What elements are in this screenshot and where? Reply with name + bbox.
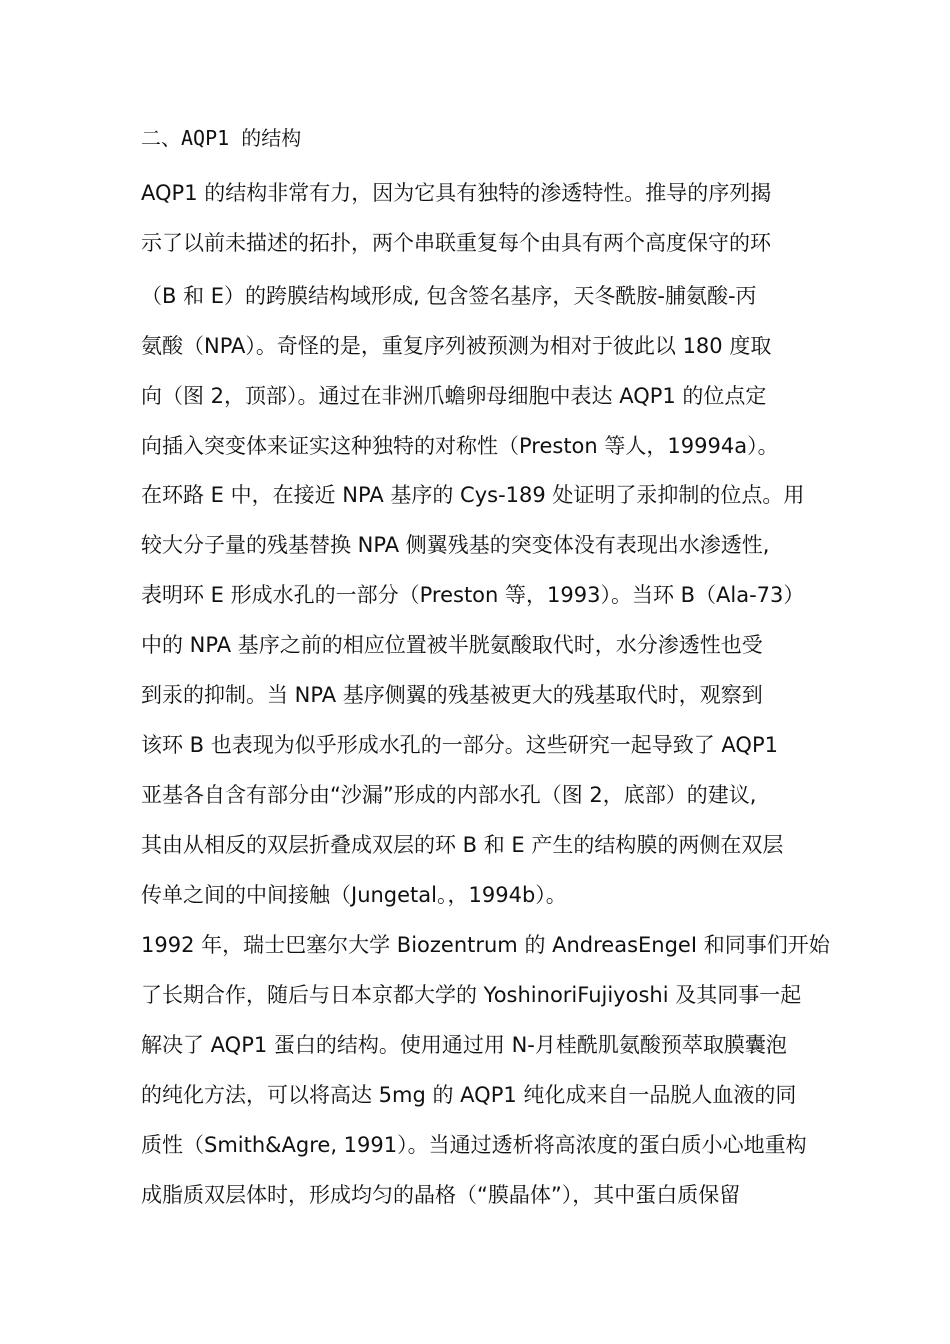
text-line: 亚基各自含有部分由“沙漏”形成的内部水孔（图 2，底部）的建议, <box>141 783 757 807</box>
text-line: 较大分子量的残基替换 NPA 侧翼残基的突变体没有表现出水渗透性, <box>141 533 770 557</box>
text-line: 质性（Smith&Agre, 1991）。当通过透析将高浓度的蛋白质小心地重构 <box>141 1133 807 1157</box>
text-line: 的纯化方法，可以将高达 5mg 的 AQP1 纯化成来自一品脱人血液的同 <box>141 1083 797 1107</box>
text-line: 解决了 AQP1 蛋白的结构。使用通过用 N-月桂酰肌氨酸预萃取膜囊泡 <box>141 1033 787 1057</box>
text-line: 了长期合作，随后与日本京都大学的 YoshinoriFujiyoshi 及其同事一起 <box>141 983 802 1007</box>
text-line: 在环路 E 中，在接近 NPA 基序的 Cys-189 处证明了汞抑制的位点。用 <box>141 483 805 507</box>
text-line: （B 和 E）的跨膜结构域形成, 包含签名基序，天冬酰胺-脯氨酸-丙 <box>141 284 757 308</box>
text-line: 示了以前未描述的拓扑，两个串联重复每个由具有两个高度保守的环 <box>141 231 771 255</box>
text-line: 成脂质双层体时，形成均匀的晶格（“膜晶体”），其中蛋白质保留 <box>141 1183 741 1207</box>
text-line: 到汞的抑制。当 NPA 基序侧翼的残基被更大的残基取代时，观察到 <box>141 683 763 707</box>
text-line: 向插入突变体来证实这种独特的对称性（Preston 等人，19994a）。 <box>141 434 779 458</box>
text-line: 氨酸（NPA）。奇怪的是，重复序列被预测为相对于彼此以 180 度取 <box>141 334 772 358</box>
text-line: 表明环 E 形成水孔的一部分（Preston 等，1993）。当环 B（Ala-73） <box>141 583 805 607</box>
text-line: 中的 NPA 基序之前的相应位置被半胱氨酸取代时，水分渗透性也受 <box>141 633 763 657</box>
text-line: 该环 B 也表现为似乎形成水孔的一部分。这些研究一起导致了 AQP1 <box>141 733 778 757</box>
section-heading: 二、AQP1 的结构 <box>141 126 302 150</box>
text-line: 其由从相反的双层折叠成双层的环 B 和 E 产生的结构膜的两侧在双层 <box>141 833 784 857</box>
text-line: 传单之间的中间接触（Jungetal。，1994b）。 <box>141 883 567 907</box>
text-line: 1992 年，瑞士巴塞尔大学 Biozentrum 的 AndreasEngeI 和同事们开始 <box>141 933 830 957</box>
text-line: 向（图 2，顶部）。通过在非洲爪蟾卵母细胞中表达 AQP1 的位点定 <box>141 384 767 408</box>
text-line: AQP1 的结构非常有力，因为它具有独特的渗透特性。推导的序列揭 <box>141 181 772 205</box>
